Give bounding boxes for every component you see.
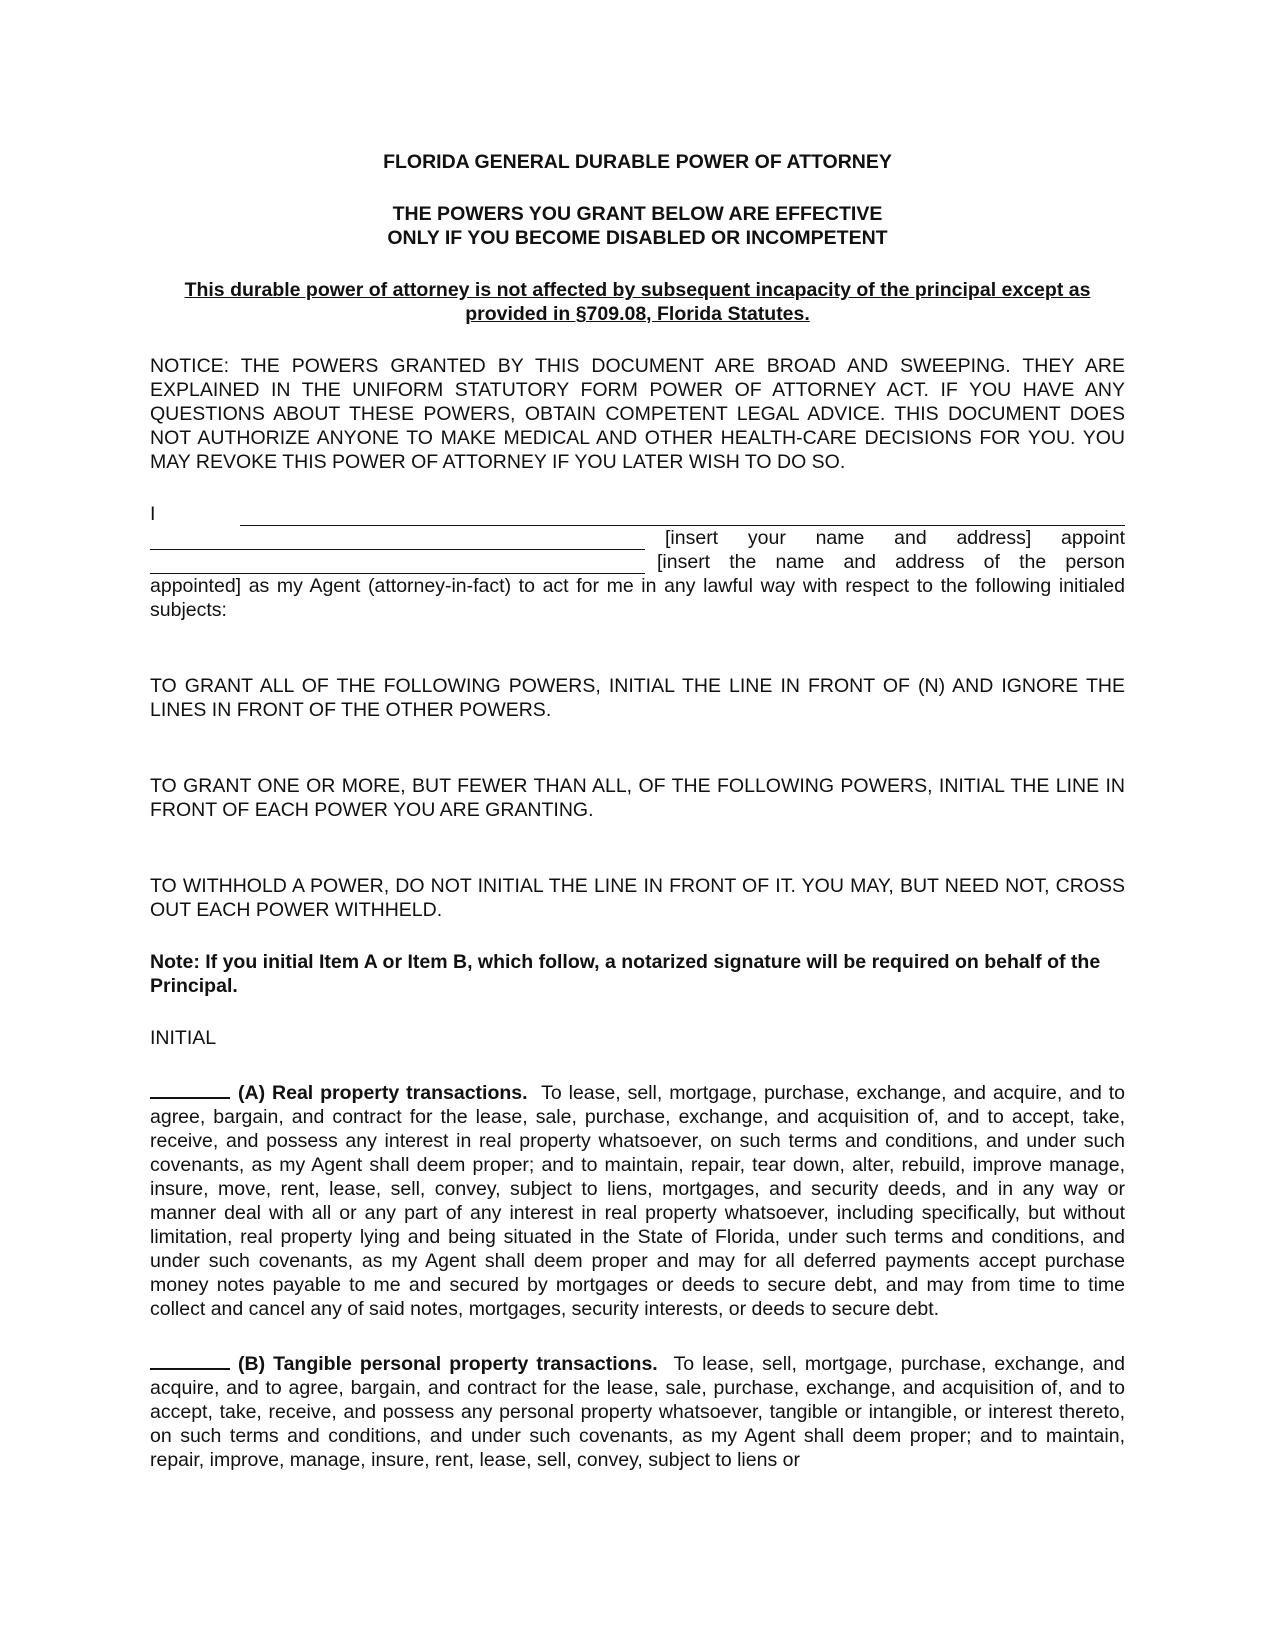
item-a-text: To lease, sell, mortgage, purchase, exchange, and acquire, and to agree, bargain, and contract for the lease, sale, purchase, exchange, and acquisition of, and to accept, take, receive, and possess any interest in real property whatsoever, on such terms and conditions, and under such covenants, as my Agent shall deem proper; and to maintain, repair, tear down, alter, rebuild, improve manage, insure, move, rent, lease, sell, convey, subject to liens, mortgages, and security deeds, and in any way or manner deal with all or any part of any interest in real property whatsoever, including specifically, but without limitation, real property lying and being situated in the State of Florida, under such terms and conditions, and under such covenants, as my Agent shall deem proper and may for all deferred payments accept purchase money notes payable to me and secured by mortgages or deeds to secure debt, and may from time to time collect and cancel any of said notes, mortgages, security interests, or deeds to secure debt. [150, 1082, 1125, 1320]
instruction-withhold: TO WITHHOLD A POWER, DO NOT INITIAL THE LINE IN FRONT OF IT. YOU MAY, BUT NEED NOT, CROSS OUT EACH POWER WITHHELD. [150, 875, 1125, 921]
document-title: FLORIDA GENERAL DURABLE POWER OF ATTORNEY [383, 151, 892, 173]
principal-name-field[interactable] [240, 506, 1125, 526]
document-page [150, 150, 1125, 1472]
item-b-heading: (B) Tangible personal property transactions. [238, 1353, 658, 1375]
effective-line-1: THE POWERS YOU GRANT BELOW ARE EFFECTIVE [392, 203, 883, 225]
agent-name-field[interactable] [150, 554, 645, 574]
agent-row-2 [150, 550, 1125, 574]
item-b-initial-field[interactable] [150, 1349, 230, 1370]
appointment-block [150, 502, 1125, 622]
name-prompt: [insert your name and address] appoint [665, 527, 1125, 549]
item-a-initial-field[interactable] [150, 1078, 230, 1099]
agent-row-1 [150, 526, 1125, 550]
durable-notice: This durable power of attorney is not affected by subsequent incapacity of the principal except as provided in §709.08, Florida Statutes. [184, 279, 1091, 325]
instruction-grant-all: TO GRANT ALL OF THE FOLLOWING POWERS, INITIAL THE LINE IN FRONT OF (N) AND IGNORE THE LINES IN FRONT OF THE OTHER POWERS. [150, 675, 1125, 721]
principal-row [150, 502, 1125, 526]
notary-note: Note: If you initial Item A or Item B, which follow, a notarized signature will be required on behalf of the Principal. [150, 951, 1101, 997]
agent-prompt: [insert the name and address of the person [657, 551, 1125, 573]
legal-notice: NOTICE: THE POWERS GRANTED BY THIS DOCUMENT ARE BROAD AND SWEEPING. THEY ARE EXPLAINED IN THE UNIFORM STATUTORY FORM POWER OF ATTORNEY ACT. IF YOU HAVE ANY QUESTIONS ABOUT THESE POWERS, OBTAIN COMPETENT LEGAL ADVICE. THIS DOCUMENT DOES NOT AUTHORIZE ANYONE TO MAKE MEDICAL AND OTHER HEALTH-CARE DECISIONS FOR YOU. YOU MAY REVOKE THIS POWER OF ATTORNEY IF YOU LATER WISH TO DO SO. [150, 355, 1125, 473]
item-a-heading: (A) Real property transactions. [238, 1082, 528, 1104]
item-b-text: To lease, sell, mortgage, purchase, exchange, and acquire, and to agree, bargain, and contract for the lease, sale, purchase, exchange, and acquisition of, and to accept, take, receive, and possess any personal property whatsoever, tangible or intangible, or interest thereto, on such terms and conditions, and under such covenants, as my Agent shall deem proper; and to maintain, repair, improve, manage, insure, rent, lease, sell, convey, subject to liens or [150, 1353, 1125, 1471]
principal-address-field[interactable] [150, 530, 645, 550]
item-a [150, 1078, 1125, 1321]
effective-line-2: ONLY IF YOU BECOME DISABLED OR INCOMPETENT [387, 227, 888, 249]
initial-label: INITIAL [150, 1027, 217, 1049]
instruction-grant-some: TO GRANT ONE OR MORE, BUT FEWER THAN ALL, OF THE FOLLOWING POWERS, INITIAL THE LINE IN FRONT OF EACH POWER YOU ARE GRANTING. [150, 775, 1125, 821]
i-label: I [150, 503, 156, 525]
effective-notice [150, 202, 1125, 250]
appointment-continuation: appointed] as my Agent (attorney-in-fact) to act for me in any lawful way with respect to the following initialed subjects: [150, 575, 1125, 621]
item-b [150, 1349, 1125, 1472]
